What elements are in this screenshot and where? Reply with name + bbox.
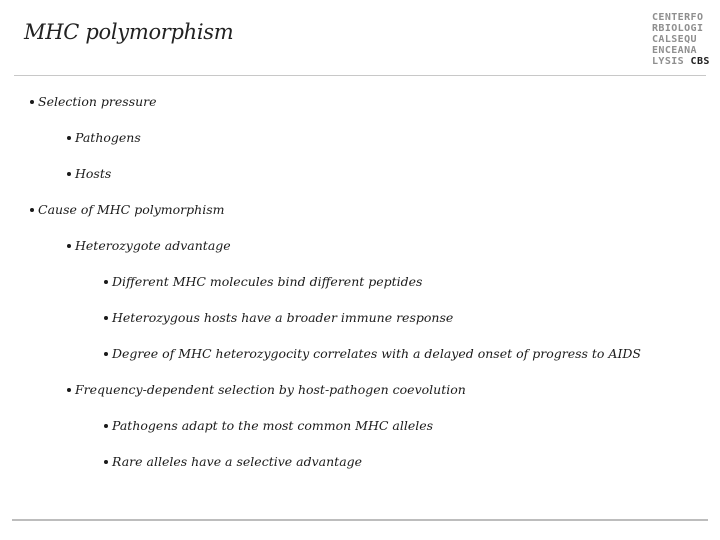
bullet-dot [104,280,108,284]
logo-cbs-accent: CBS [690,56,710,67]
bullet-text: Pathogens adapt to the most common MHC alleles [112,418,434,433]
logo-line-3: CALSEQU [652,34,697,45]
bullet-text: Heterozygous hosts have a broader immune response [112,310,454,325]
bullet-different-mhc-molecules [104,274,422,290]
logo-line-2: RBIOLOGI [652,23,704,34]
bullet-text: Frequency-dependent selection by host-pathogen coevolution [75,382,466,397]
bullet-dot [104,424,108,428]
bullet-rare-alleles [104,454,362,470]
bullet-pathogens [67,130,141,146]
cbs-logo [652,12,710,67]
bullet-cause-of-mhc-polymorphism [30,202,224,218]
bullet-heterozygote-advantage [67,238,231,254]
bullet-text: Pathogens [75,130,141,145]
bullet-text: Heterozygote advantage [75,238,231,253]
title-divider [14,75,706,76]
bullet-text: Different MHC molecules bind different peptides [112,274,423,289]
bullet-dot [104,460,108,464]
logo-line-5-prefix: LYSIS [652,56,685,67]
bullet-dot [67,388,71,392]
logo-line-4: ENCEANA [652,45,697,56]
bullet-text: Degree of MHC heterozygocity correlates with a delayed onset of progress to AIDS [112,346,641,361]
bullet-dot [67,244,71,248]
bullet-dot [30,208,34,212]
bullet-dot [104,352,108,356]
bullet-text: Cause of MHC polymorphism [38,202,225,217]
slide-title: MHC polymorphism [24,20,234,44]
bullet-text: Selection pressure [38,94,157,109]
bullet-text: Hosts [75,166,112,181]
bullet-frequency-dependent-selection [67,382,466,398]
bullet-dot [67,172,71,176]
bullet-hosts [67,166,111,182]
footer-divider [12,519,708,521]
bullet-dot [30,100,34,104]
bullet-dot [67,136,71,140]
logo-line-5 [652,56,710,67]
bullet-heterozygous-hosts [104,310,453,326]
bullet-dot [104,316,108,320]
bullet-degree-of-heterozygocity [104,346,641,362]
logo-line-1: CENTERFO [652,12,704,23]
bullet-text: Rare alleles have a selective advantage [112,454,363,469]
bullet-pathogens-adapt [104,418,433,434]
bullet-selection-pressure [30,94,157,110]
